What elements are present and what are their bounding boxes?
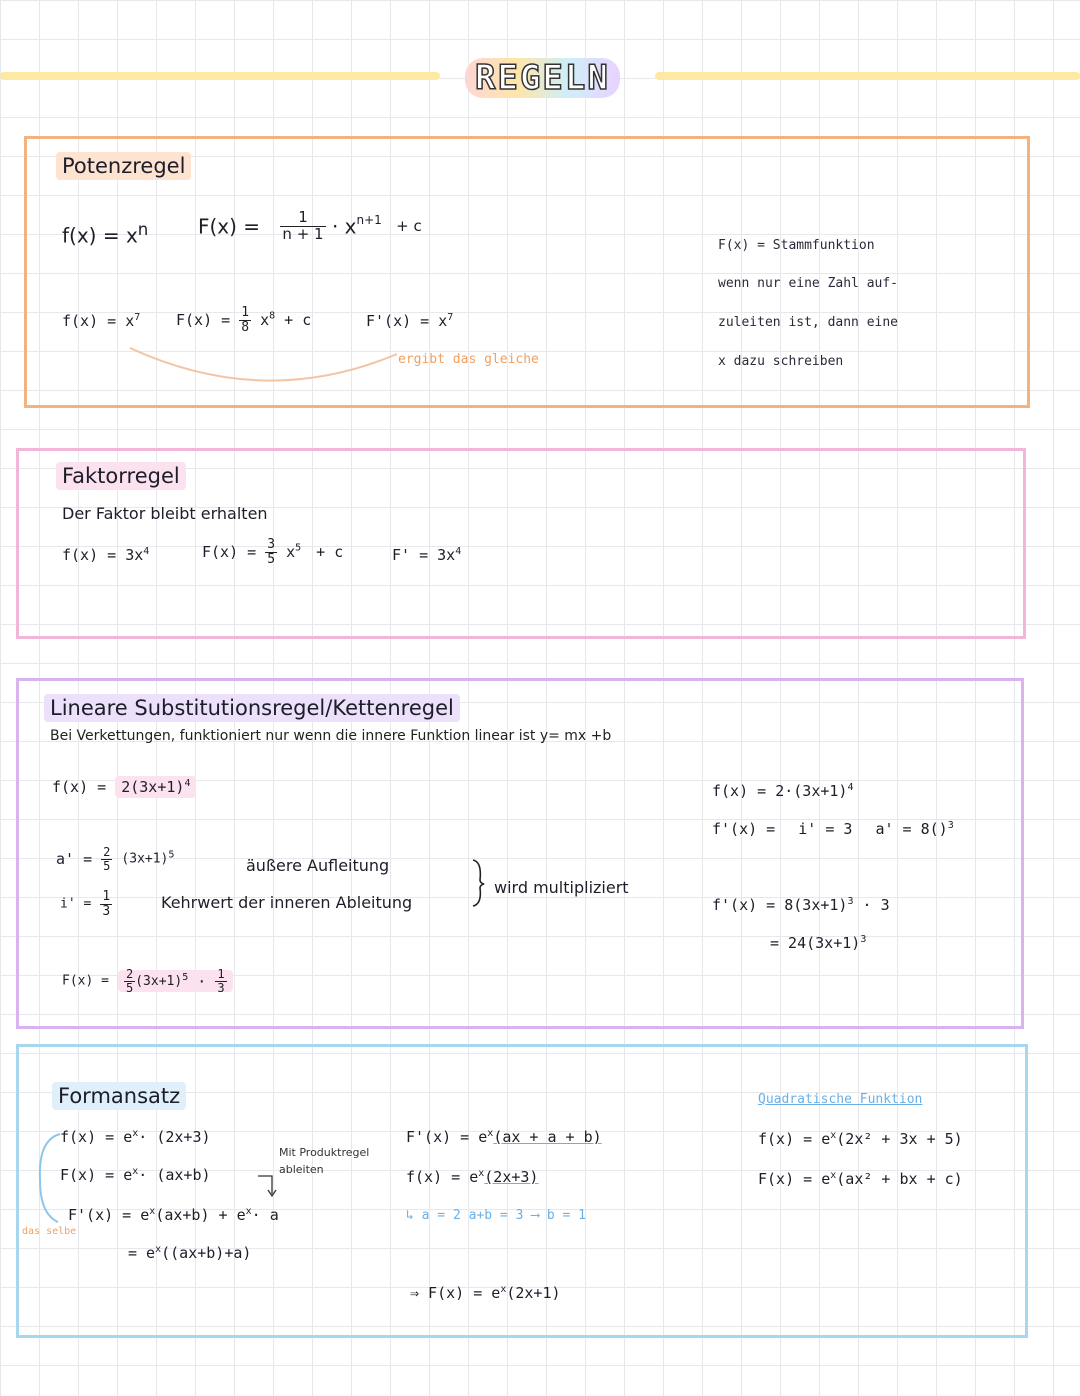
formansatz-mid2-rest: (2x+3) bbox=[484, 1168, 539, 1186]
linear-a-exp: 5 bbox=[168, 849, 175, 861]
linear-side-d3-exp: 3 bbox=[860, 934, 867, 945]
potenzregel-title: Potenzregel bbox=[56, 152, 191, 180]
title-underline-right bbox=[655, 72, 1080, 80]
formansatz-l4 bbox=[128, 1244, 251, 1262]
faktor-example-f bbox=[62, 546, 149, 564]
potenz-example-F-x: x bbox=[260, 311, 270, 330]
potenz-rule-x-exp: n+1 bbox=[356, 213, 382, 228]
linear-subtitle: Bei Verkettungen, funktioniert nur wenn die innere Funktion linear ist y= mx +b bbox=[50, 728, 612, 744]
formansatz-l4-rest: ((ax+b)+a) bbox=[161, 1244, 252, 1262]
faktor-example-frac-den: 5 bbox=[267, 551, 276, 567]
potenz-example-check bbox=[366, 312, 453, 330]
linear-result-label: F(x) = bbox=[62, 973, 109, 989]
linear-a-frac-den: 5 bbox=[103, 858, 111, 873]
formansatz-l3-exp2: x bbox=[245, 1206, 252, 1217]
potenz-example-F-label: F(x) = bbox=[176, 311, 231, 330]
linear-brace-label: wird multipliziert bbox=[494, 878, 629, 897]
linear-side-d2 bbox=[712, 896, 890, 914]
linear-result-exp: 5 bbox=[182, 971, 189, 983]
linear-side-f bbox=[712, 782, 854, 800]
potenz-side-note-1: F(x) = Stammfunktion bbox=[718, 238, 875, 253]
linear-result-fraction bbox=[124, 968, 135, 994]
faktor-example-F-label: F(x) = bbox=[202, 543, 257, 562]
formansatz-mid2 bbox=[406, 1168, 538, 1186]
formansatz-side2-exp: x bbox=[830, 1170, 837, 1181]
formansatz-l2-exp: x bbox=[132, 1166, 139, 1177]
formansatz-mid4-text: ⇒ F(x) = e bbox=[410, 1284, 501, 1302]
linear-i-frac-den: 3 bbox=[102, 903, 111, 919]
formansatz-l2-rest: · (ax+b) bbox=[138, 1166, 211, 1184]
formansatz-mid2-text: f(x) = e bbox=[406, 1168, 479, 1186]
linear-a-frac-num: 2 bbox=[103, 845, 111, 859]
faktor-example-check bbox=[392, 546, 461, 564]
formansatz-l2 bbox=[60, 1166, 211, 1184]
faktor-example-F-exp: 5 bbox=[295, 542, 302, 554]
potenz-example-frac-num: 1 bbox=[241, 305, 250, 320]
formansatz-side1-rest: (2x² + 3x + 5) bbox=[836, 1130, 963, 1148]
potenz-side-note-3: zuleiten ist, dann eine bbox=[718, 315, 899, 330]
formansatz-l3 bbox=[68, 1206, 279, 1224]
linear-i-label: i' = bbox=[60, 896, 92, 912]
linear-side-d3-text: = 24(3x+1) bbox=[770, 934, 861, 952]
formansatz-l1-text: f(x) = e bbox=[60, 1128, 133, 1146]
formansatz-side2-text: F(x) = e bbox=[758, 1170, 831, 1188]
formansatz-l3-end: · a bbox=[251, 1206, 279, 1224]
potenz-rule-frac-num: 1 bbox=[280, 210, 325, 227]
formansatz-side2 bbox=[758, 1170, 963, 1188]
linear-side-f-text: f(x) = 2·(3x+1) bbox=[712, 782, 848, 800]
linear-side-d2-exp: 3 bbox=[847, 896, 854, 907]
formansatz-side-title: Quadratische Funktion bbox=[758, 1092, 923, 1107]
linear-result-fraction-2 bbox=[215, 968, 226, 994]
potenz-example-f-text: f(x) = x bbox=[62, 312, 135, 330]
formansatz-l4-exp: x bbox=[155, 1244, 162, 1255]
linear-i-line bbox=[60, 890, 112, 918]
linear-side-d1-label: f'(x) = bbox=[712, 820, 776, 838]
linear-result-frac2-num: 1 bbox=[217, 967, 225, 981]
linear-f-def-val: 2(3x+1) bbox=[121, 778, 185, 796]
potenz-example-f-exp: 7 bbox=[134, 312, 141, 323]
linear-side-f-exp: 4 bbox=[847, 782, 854, 793]
linear-a-rest: (3x+1) bbox=[121, 851, 169, 867]
title-underline-left bbox=[0, 72, 440, 80]
formansatz-mid2-exp: x bbox=[478, 1168, 485, 1179]
faktorregel-title: Faktorregel bbox=[56, 462, 186, 490]
formansatz-side1 bbox=[758, 1130, 963, 1148]
potenz-rule-f-exp: n bbox=[137, 220, 149, 239]
potenz-example-F bbox=[176, 306, 311, 334]
formansatz-l1 bbox=[60, 1128, 211, 1146]
potenz-side-note-2: wenn nur eine Zahl auf- bbox=[718, 276, 899, 291]
faktor-example-fraction bbox=[265, 538, 277, 566]
page-title: REGELN bbox=[465, 58, 620, 98]
formansatz-l2-text: F(x) = e bbox=[60, 1166, 133, 1184]
linear-i-frac-num: 1 bbox=[102, 889, 111, 904]
formansatz-side1-exp: x bbox=[830, 1130, 837, 1141]
potenz-example-F-c: + c bbox=[284, 311, 312, 330]
potenz-rule-x: · x bbox=[331, 214, 357, 239]
produkt-arrow bbox=[256, 1172, 278, 1198]
potenz-rule-F bbox=[198, 210, 422, 243]
linear-side-d2-rest: · 3 bbox=[862, 896, 890, 914]
formansatz-mid1-text: F'(x) = e bbox=[406, 1128, 488, 1146]
linear-side-d1-i: i' = 3 bbox=[798, 820, 853, 838]
faktor-example-f-text: f(x) = 3x bbox=[62, 546, 144, 564]
formansatz-mid4-exp: x bbox=[500, 1284, 507, 1295]
formansatz-l4-text: = e bbox=[128, 1244, 156, 1262]
formansatz-mid1-rest: (ax + a + b) bbox=[493, 1128, 602, 1146]
faktor-example-frac-num: 3 bbox=[267, 537, 276, 552]
formansatz-side1-text: f(x) = e bbox=[758, 1130, 831, 1148]
linear-a-fraction bbox=[101, 846, 112, 872]
formansatz-mid3: ↳ a = 2 a+b = 3 ⟶ b = 1 bbox=[406, 1208, 587, 1223]
linear-brace bbox=[470, 858, 486, 908]
faktor-example-check-exp: 4 bbox=[455, 546, 462, 557]
formansatz-l3-rest: (ax+b) + e bbox=[155, 1206, 246, 1224]
formansatz-title: Formansatz bbox=[52, 1082, 186, 1110]
potenz-example-F-exp: 8 bbox=[269, 310, 276, 322]
linear-f-def-exp: 4 bbox=[184, 778, 191, 789]
formansatz-side2-rest: (ax² + bx + c) bbox=[836, 1170, 963, 1188]
formansatz-mid4 bbox=[410, 1284, 561, 1302]
linear-i-label-text: Kehrwert der inneren Ableitung bbox=[161, 893, 413, 912]
formansatz-l3-exp: x bbox=[149, 1206, 156, 1217]
linear-f-def-highlight bbox=[115, 776, 196, 798]
potenz-example-check-exp: 7 bbox=[447, 312, 454, 323]
linear-title: Lineare Substitutionsregel/Kettenregel bbox=[44, 694, 460, 722]
formansatz-l1-exp: x bbox=[132, 1128, 139, 1139]
potenz-side-note-4: x dazu schreiben bbox=[718, 354, 844, 369]
faktor-example-F-c: + c bbox=[316, 543, 344, 562]
linear-side-d1-a: a' = 8() bbox=[875, 820, 948, 838]
linear-result-rest: (3x+1) bbox=[135, 973, 183, 989]
potenz-example-note: ergibt das gleiche bbox=[398, 352, 539, 367]
linear-side-d1-a-exp: 3 bbox=[947, 820, 954, 831]
linear-result-highlight bbox=[118, 967, 233, 995]
linear-a-label: a' = bbox=[56, 850, 93, 869]
formansatz-same-note: das selbe bbox=[22, 1226, 77, 1237]
faktor-example-f-exp: 4 bbox=[143, 546, 150, 557]
faktorregel-subtitle: Der Faktor bleibt erhalten bbox=[62, 504, 268, 523]
linear-side-d2-text: f'(x) = 8(3x+1) bbox=[712, 896, 848, 914]
linear-result bbox=[62, 968, 233, 994]
formansatz-mid1-exp: x bbox=[487, 1128, 494, 1139]
faktor-example-check-text: F' = 3x bbox=[392, 546, 456, 564]
linear-side-d3 bbox=[770, 934, 866, 952]
formansatz-mid4-rest: (2x+1) bbox=[506, 1284, 561, 1302]
linear-result-mult: · bbox=[197, 972, 207, 991]
linear-f-def bbox=[52, 778, 196, 796]
potenz-rule-fraction bbox=[280, 210, 325, 243]
linear-result-frac-num: 2 bbox=[126, 967, 134, 981]
potenz-rule-F-label: F(x) = bbox=[198, 214, 261, 239]
linear-side-d1 bbox=[712, 820, 954, 838]
formansatz-mid1 bbox=[406, 1128, 602, 1146]
potenz-rule-f bbox=[62, 220, 148, 248]
linear-a-line bbox=[56, 846, 174, 872]
formansatz-l3-text: F'(x) = e bbox=[68, 1206, 150, 1224]
formansatz-l1-rest: · (2x+3) bbox=[138, 1128, 211, 1146]
linear-result-frac2-den: 3 bbox=[217, 980, 225, 995]
potenz-rule-f-text: f(x) = x bbox=[62, 223, 138, 248]
linear-a-label-text: äußere Aufleitung bbox=[246, 856, 390, 875]
potenz-example-f bbox=[62, 312, 140, 330]
potenz-rule-c: + c bbox=[396, 217, 422, 236]
potenz-example-frac-den: 8 bbox=[241, 319, 250, 335]
produkt-note-2: ableiten bbox=[279, 1163, 324, 1176]
potenz-example-fraction bbox=[239, 306, 251, 334]
potenz-example-check-text: F'(x) = x bbox=[366, 312, 448, 330]
linear-f-def-label: f(x) = bbox=[52, 778, 107, 796]
potenz-rule-frac-den: n + 1 bbox=[282, 224, 324, 243]
produkt-note-1: Mit Produktregel bbox=[279, 1146, 370, 1159]
linear-result-frac-den: 5 bbox=[126, 980, 134, 995]
faktor-example-F bbox=[202, 538, 343, 566]
linear-i-fraction bbox=[100, 890, 112, 918]
potenz-example-arc bbox=[125, 340, 405, 384]
faktor-example-F-x: x bbox=[286, 543, 296, 562]
